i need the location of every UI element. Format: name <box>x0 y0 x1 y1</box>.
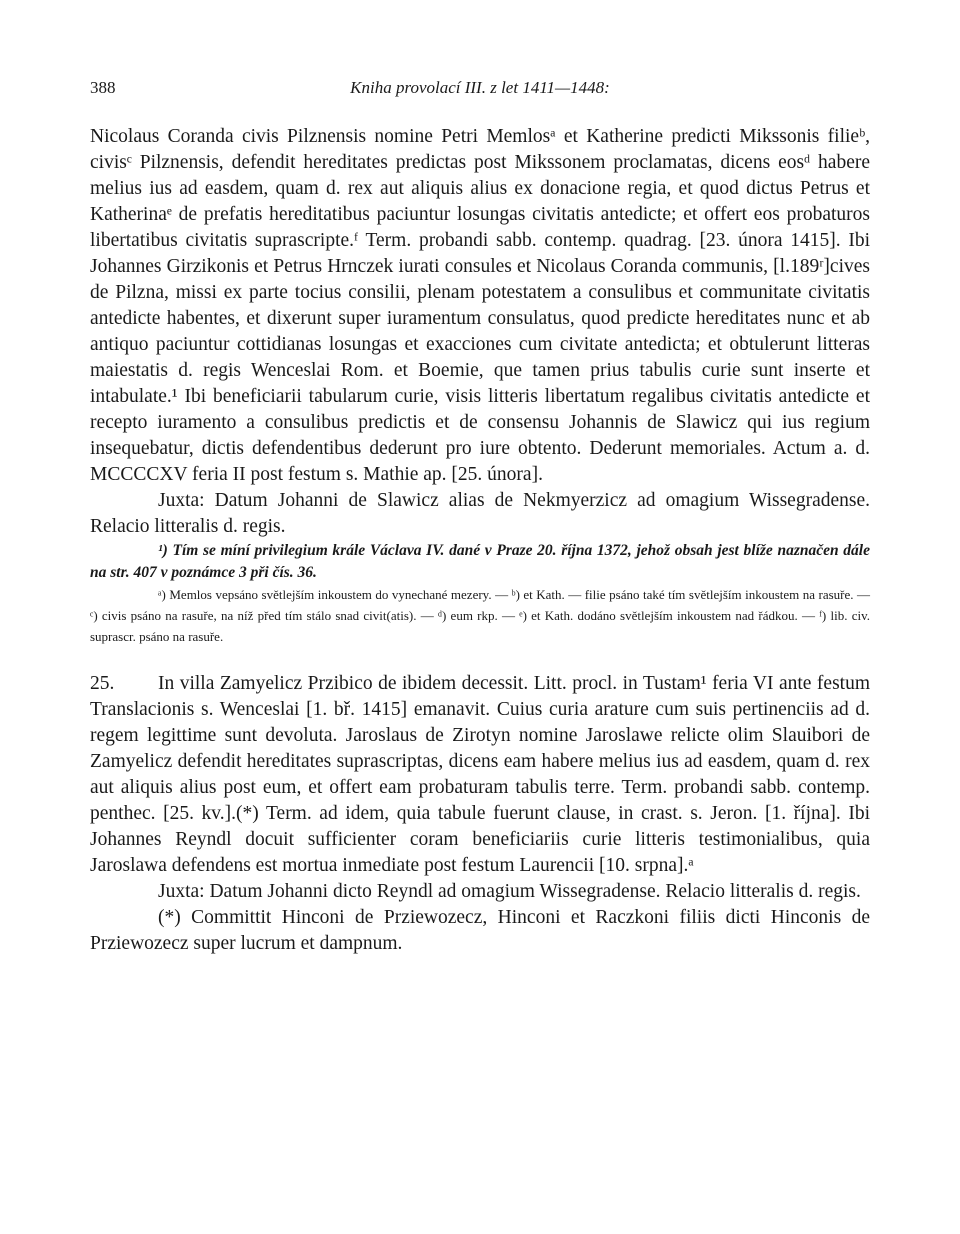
paragraph-coranda: Nicolaus Coranda civis Pilznensis nomine Petri Memlosᵃ et Katherine predicti Mikssonis filieᵇ, civisᶜ Pilznensis, defendit hereditates predictas post Mikssonem proclamatas, dicens eosᵈ habere melius ius ad easdem, quam d. rex aut aliquis alius ex donacione regia, et quod dictus Petrus et Katherinaᵉ de prefatis hereditatibus paciuntur losungas civitatis antedicte; et offert eos probaturos libertatibus civitatis suprascripte.ᶠ Term. probandi sabb. contemp. quadrag. [23. února 1415]. Ibi Johannes Girzikonis et Petrus Hrnczek iurati consules et Nicolaus Coranda communis, [l.189ʳ]cives de Pilzna, missi ex parte tocius consilii, plenam potestatem a consulibus et communitate civitatis antedicte habentes, et dixerunt super iuramentum consulatus, quod predicte hereditates nunc et ab antiquo paciuntur cottidianas losungas et exacciones cum civitate antedicta; et obtulerunt litteras maiestatis d. regis Wenceslai Rom. et Boemie, que tamen prius tabulis curie sunt inserte et intabulate.¹ Ibi beneficiarii tabularum curie, visis litteris libertatum regalibus civitatis antedicte et recepto iuramento a consulibus predictis et de consensu Johannis de Slawicz qui ius regium insequebatur, dictis defendentibus dederunt pro iure obtento. Dederunt memoriales. Actum a. d. MCCCCXV feria II post festum s. Mathie ap. [25. února]. <box>90 126 870 485</box>
section-gap <box>90 647 870 671</box>
paragraph-committit: (*) Committit Hinconi de Prziewozecz, Hinconi et Raczkoni filiis dicti Hinconis de Prziewozecz super lucrum et dampnum. <box>90 907 870 954</box>
footnote-1: ¹) Tím se míní privilegium krále Václava IV. dané v Praze 20. října 1372, jehož obsah jest blíže naznačen dále na str. 407 v poznámce 3 při čís. 36. <box>90 542 870 581</box>
paragraph-juxta-2: Juxta: Datum Johanni dicto Reyndl ad omagium Wissegradense. Relacio litteralis d. regis. <box>158 881 861 902</box>
running-title: Kniha provolací III. z let 1411—1448: <box>350 78 610 97</box>
entry-25-text: In villa Zamyelicz Przibico de ibidem decessit. Litt. procl. in Tustam¹ feria VI ante festum Translacionis s. Wenceslai [1. bř. 1415] emanavit. Cuius curia arature cum suis pertinenciis ad d. regem legittime sunt devoluta. Jaroslaus de Zirotyn nomine Jaroslawe relicte olim Slauibori de Zamyelicz defendit hereditates suprascriptas, dicens eam habere melius ius ad easdem, quam d. rex aut aliquis alius post eum, et offert eam probaturam tabulis terre. Term. probandi sabb. contemp. penthec. [25. kv.].(*) Term. ad idem, quia tabule fuerunt clause, in crast. s. Jeron. [1. října]. Ibi Johannes Reyndl docuit sufficienter coram beneficiariis curie litteris testimonialibus, quia Jaroslawa defendens est mortua inmediate post festum Laurencii [10. srpna].ᵃ <box>90 673 870 876</box>
page-number: 388 <box>90 78 116 97</box>
running-head <box>90 78 870 102</box>
paragraph-juxta-1: Juxta: Datum Johanni de Slawicz alias de Nekmyerzicz ad omagium Wissegradense. Relacio litteralis d. regis. <box>90 490 870 537</box>
entry-25 <box>90 671 870 879</box>
body-text <box>90 124 870 957</box>
entry-number: 25. <box>90 673 115 694</box>
page <box>90 78 870 957</box>
textual-notes: ᵃ) Memlos vepsáno světlejším inkoustem do vynechané mezery. — ᵇ) et Kath. — filie psáno také tím světlejším inkoustem na rasuře. — ᶜ) civis psáno na rasuře, na níž před tím stálo snad civit(atis). — ᵈ) eum rkp. — ᵉ) et Kath. dodáno světlejším inkoustem nad řádkou. — ᶠ) lib. civ. suprascr. psáno na rasuře. <box>90 587 870 644</box>
